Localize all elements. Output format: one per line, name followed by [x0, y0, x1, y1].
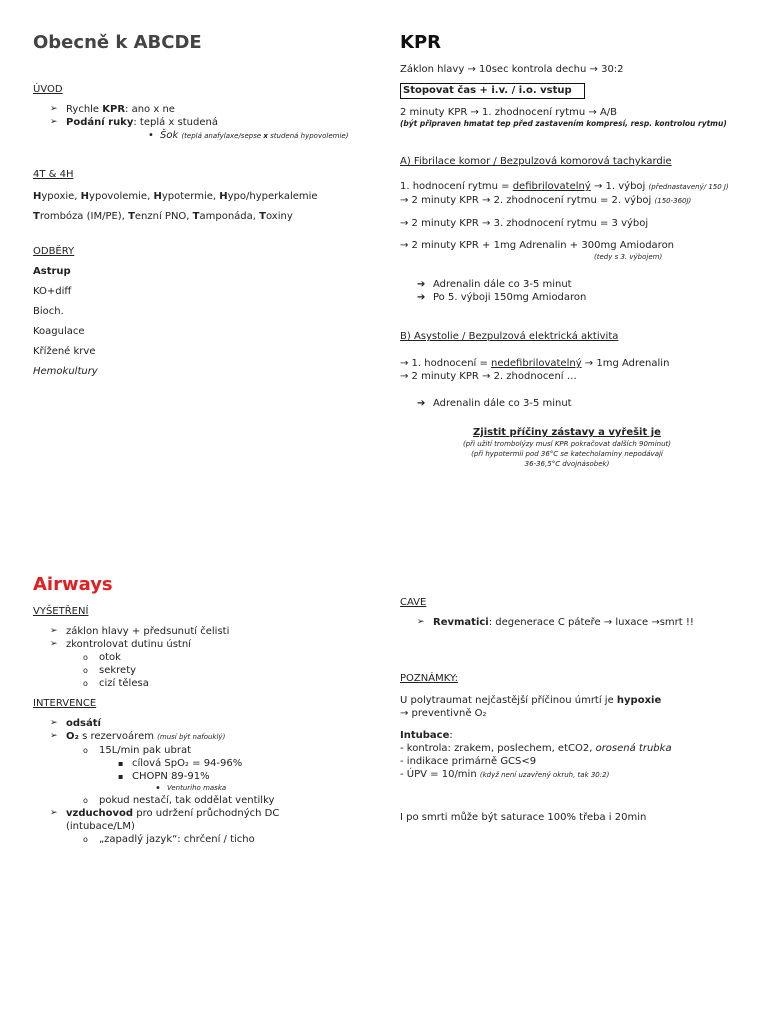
- uvod-sok: [148, 129, 373, 143]
- kpr-a2: [400, 194, 750, 208]
- kpr-b1-pre: → 1. hodnocení =: [400, 358, 492, 369]
- intubace-i3-pre: - ÚPV = 10/min: [400, 769, 480, 780]
- kpr-boxed-wrap: [400, 78, 750, 99]
- intubace-i1-italic: orosená trubka: [595, 743, 672, 754]
- vysetreni-subitem: o sekrety: [83, 664, 373, 677]
- kpr-b2: → 2 minuty KPR → 2. zhodnocení …: [400, 371, 577, 382]
- intervence-flow: o 15L/min pak ubrat: [83, 744, 373, 757]
- poznamky-line1-bold: hypoxie: [616, 695, 662, 706]
- cause-t1-letter: T: [33, 211, 40, 222]
- intervence-odsati: [50, 717, 373, 730]
- cause-t4-letter: T: [259, 211, 266, 222]
- odbery-item: Křížené krve: [33, 346, 96, 357]
- kpr-title: KPR: [400, 32, 442, 53]
- airways-section: [33, 574, 373, 846]
- intervence-pokud: o pokud nestačí, tak oddělat ventilky: [83, 794, 373, 807]
- kpr-final: [400, 426, 734, 469]
- kpr-final-note: 36-36,5°C dvojnásobek): [524, 460, 610, 468]
- poznamky-line2: → preventivně O₂: [400, 708, 487, 719]
- kpr-a3: → 2 minuty KPR → 3. zhodnocení rytmu = 3 výboj: [400, 218, 649, 229]
- cause-h4-text: ypo/hyperkalemie: [227, 191, 318, 202]
- cause-h1-text: ypoxie,: [41, 191, 81, 202]
- cause-t1-text: rombóza (IM/PE),: [39, 211, 129, 222]
- kpr-final-title: Zjistit příčiny zástavy a vyřešit je: [473, 427, 661, 438]
- vzduchovod-label: vzduchovod: [66, 808, 134, 819]
- sok-note: [181, 132, 348, 140]
- kpr-a1-note: (přednastavený/ 150 J): [648, 183, 729, 191]
- intervence-venturi: • Venturiho maska: [155, 783, 373, 794]
- odbery-item: Bioch.: [33, 306, 64, 317]
- sok-label: Šok: [160, 130, 179, 141]
- notes-section: [400, 596, 750, 824]
- cause-t4-text: oxiny: [265, 211, 293, 222]
- sok-note-post: studená hypovolemie): [267, 132, 349, 140]
- general-section: [33, 32, 373, 378]
- kpr-a4: → 2 minuty KPR + 1mg Adrenalin + 300mg Amiodaron: [400, 240, 675, 251]
- kpr-a4-note: (tedy s 3. výbojem): [594, 253, 663, 261]
- intervence-vzduchovod-2: (intubace/LM): [66, 821, 135, 832]
- poznamky-heading: POZNÁMKY:: [400, 673, 459, 684]
- kpr-a-bullet: ➔ Adrenalin dále co 3-5 minut: [417, 278, 750, 291]
- cause-h2-text: ypovolemie,: [89, 191, 154, 202]
- kpr-a2-text: → 2 minuty KPR → 2. zhodnocení rytmu = 2. výboj: [400, 195, 655, 206]
- poznamky-line1-pre: U polytraumat nejčastější příčinou úmrtí je: [400, 695, 617, 706]
- cause-t3-letter: T: [192, 211, 200, 222]
- cause-h4-letter: H: [219, 191, 228, 202]
- kpr-b-heading: B) Asystolie / Bezpulzová elektrická aktivita: [400, 331, 619, 342]
- kpr-final-note: (při užití trombolýzy musí KPR pokračovat dalších 90minut): [462, 440, 672, 448]
- kpr-b-bullet: ➔ Adrenalin dále co 3-5 minut: [417, 397, 750, 410]
- cause-h1-letter: H: [33, 191, 42, 202]
- odbery-item: KO+diff: [33, 286, 72, 297]
- intubace-i3-note: (když není uzavřený okruh, tak 30:2): [479, 771, 610, 779]
- intervence-chopn: ▪ CHOPN 89-91%: [118, 770, 373, 783]
- kpr-a1-pre: 1. hodnocení rytmu =: [400, 181, 513, 192]
- vysetreni-subitem: o cizí tělesa: [83, 677, 373, 690]
- intubace-item-3: [400, 768, 750, 782]
- vysetreni-subitem: o otok: [83, 651, 373, 664]
- kpr-a2-note: (150-360J): [654, 197, 692, 205]
- o2-text: s rezervoárem: [78, 731, 158, 742]
- kpr-a-heading: A) Fibrilace komor / Bezpulzová komorová tachykardie: [400, 156, 672, 167]
- kpr-b1-u: nedefibrilovatelný: [491, 358, 582, 369]
- kpr-section: [400, 32, 750, 469]
- cave-item: [417, 616, 750, 629]
- intervence-vzduchovod: [50, 807, 373, 820]
- cave-heading: CAVE: [400, 597, 427, 608]
- cause-t2-letter: T: [128, 211, 135, 222]
- uvod-item2-post: : teplá x studená: [133, 117, 218, 128]
- cave-bold: Revmatici: [433, 617, 489, 628]
- causes-heading: 4T & 4H: [33, 169, 74, 180]
- odbery-astrup: [33, 265, 373, 278]
- cause-t2-text: enzní PNO,: [134, 211, 193, 222]
- intervence-o2: [50, 730, 373, 744]
- causes-line-h: [33, 190, 373, 203]
- uvod-item1-bold: KPR: [102, 104, 126, 115]
- intubace-heading: [400, 729, 750, 742]
- o2-label: O₂: [66, 731, 79, 742]
- uvod-item2-bold: Podání ruky: [66, 117, 134, 128]
- general-title: Obecně k ABCDE: [33, 32, 202, 53]
- odbery-heading: ODBĚRY: [33, 246, 75, 257]
- cause-h3-letter: H: [153, 191, 162, 202]
- astrup-label: Astrup: [33, 266, 71, 277]
- vzduchovod-text: pro udržení průchodných DC: [133, 808, 280, 819]
- kpr-b1: [400, 357, 750, 370]
- cause-h3-text: ypotermie,: [161, 191, 220, 202]
- intubace-label: Intubace: [400, 730, 450, 741]
- kpr-line2-note: (být připraven hmatat tep před zastavením kompresí, resp. kontrolou rytmu): [400, 119, 727, 128]
- sok-note-x: x: [263, 132, 268, 140]
- uvod-heading: ÚVOD: [33, 84, 63, 95]
- vysetreni-item: ➢ záklon hlavy + předsunutí čelisti: [50, 625, 373, 638]
- odbery-hemokultury: Hemokultury: [33, 366, 98, 377]
- cause-h2-letter: H: [80, 191, 90, 202]
- kpr-line1: Záklon hlavy → 10sec kontrola dechu → 30:2: [400, 64, 624, 75]
- uvod-item-kpr: [50, 103, 373, 116]
- kpr-a1-post: → 1. výboj: [590, 181, 649, 192]
- cave-text: : degenerace C páteře → luxace →smrt !!: [488, 617, 694, 628]
- poznamky-last: I po smrti může být saturace 100% třeba i 20min: [400, 812, 647, 823]
- intubace-item-1: [400, 742, 750, 755]
- kpr-line2: 2 minuty KPR → 1. zhodnocení rytmu → A/B: [400, 107, 618, 118]
- intervence-spo2: ▪ cílová SpO₂ = 94-96%: [118, 757, 373, 770]
- causes-line-t: [33, 210, 373, 223]
- kpr-a1: [400, 180, 750, 194]
- kpr-boxed: Stopovat čas + i.v. / i.o. vstup: [400, 83, 585, 99]
- odbery-item: Koagulace: [33, 326, 85, 337]
- vysetreni-item: ➢ zkontrolovat dutinu ústní: [50, 638, 373, 651]
- intubace-i1-pre: - kontrola: zrakem, poslechem, etCO2,: [400, 743, 596, 754]
- poznamky-line1: [400, 694, 750, 707]
- intubace-item-2: - indikace primárně GCS<9: [400, 756, 537, 767]
- airways-title: Airways: [33, 574, 113, 595]
- vysetreni-heading: VYŠETŘENÍ: [33, 606, 89, 617]
- uvod-item-ruky: [50, 116, 373, 129]
- uvod-item1-pre: Rychle: [66, 104, 103, 115]
- sok-note-pre: (teplá anafylaxe/sepse: [181, 132, 264, 140]
- intervence-jazyk: o „zapadlý jazyk“: chrčení / ticho: [83, 833, 373, 846]
- intervence-heading: INTERVENCE: [33, 698, 97, 709]
- kpr-a1-u: defibrilovatelný: [512, 181, 591, 192]
- intubace-colon: :: [449, 730, 453, 741]
- o2-note: (musí být nafouklý): [157, 733, 226, 741]
- kpr-final-note: (při hypotermii pod 36°C se katecholaminy nepodávají: [471, 450, 663, 458]
- kpr-a-bullet: ➔ Po 5. výboji 150mg Amiodaron: [417, 291, 750, 304]
- kpr-b1-post: → 1mg Adrenalin: [581, 358, 670, 369]
- cause-t3-text: amponáda,: [199, 211, 260, 222]
- odsati-label: odsátí: [66, 718, 101, 729]
- uvod-item1-post: : ano x ne: [125, 104, 175, 115]
